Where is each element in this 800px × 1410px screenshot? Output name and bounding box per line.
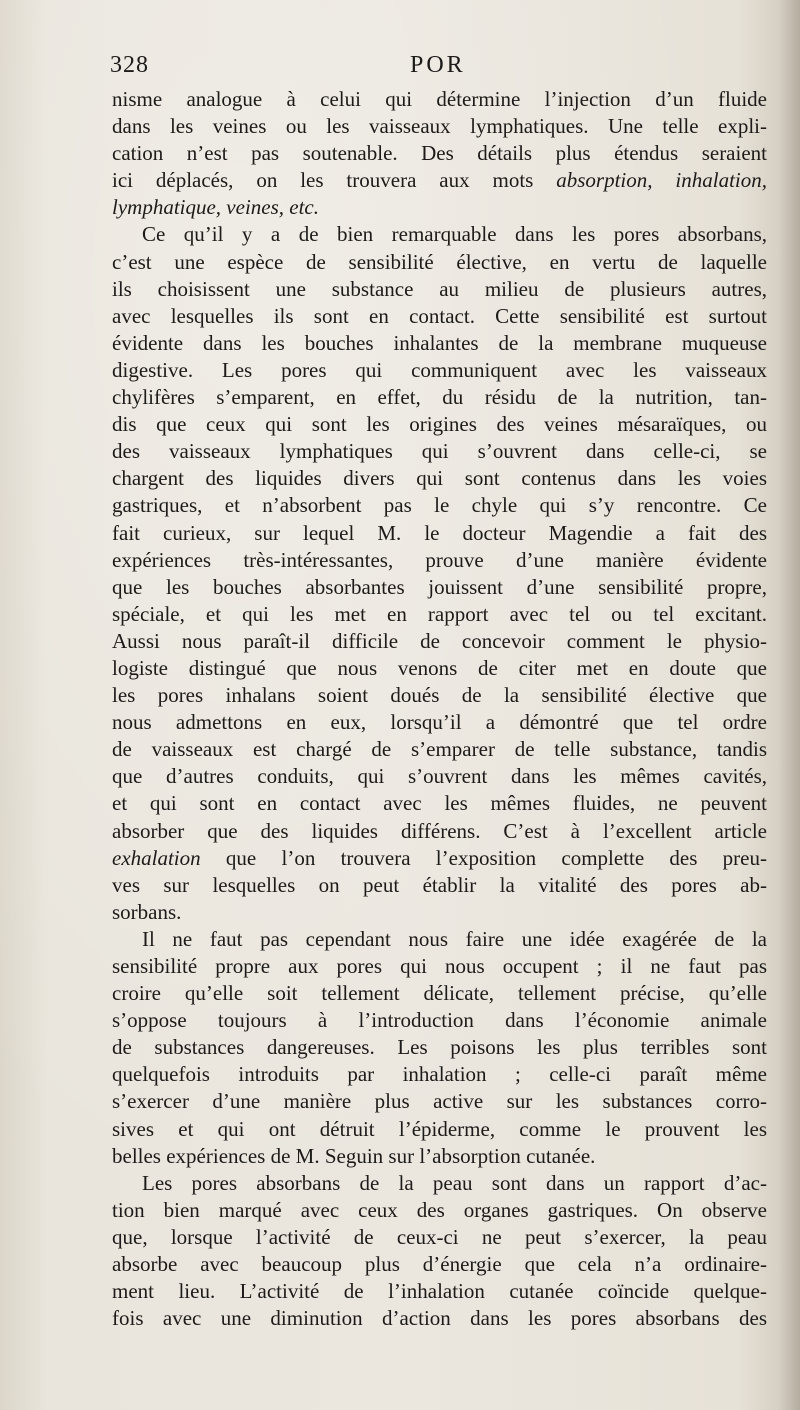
line-text: chylifères s’emparent, en effet, du résidu de la nutrition, tan- [112, 385, 767, 410]
text-line [112, 1088, 767, 1115]
text-line [112, 1197, 767, 1224]
line-text: Il ne faut pas cependant nous faire une idée exagérée de la [142, 926, 767, 951]
text-line [112, 1061, 767, 1088]
text-line [112, 194, 767, 221]
text-line [112, 438, 767, 465]
text-line [112, 140, 767, 167]
text-line [112, 1224, 767, 1251]
text-line [112, 872, 767, 899]
line-text: que d’autres conduits, qui s’ouvrent dans les mêmes cavités, [112, 764, 767, 789]
text-line [112, 1251, 767, 1278]
text-line [112, 1007, 767, 1034]
line-text: cation n’est pas soutenable. Des détails plus étendus seraient [112, 141, 767, 166]
text-line [112, 736, 767, 763]
text-line [112, 384, 767, 411]
line-text: Aussi nous paraît-il difficile de concevoir comment le physio- [112, 628, 767, 653]
line-text: ves sur lesquelles on peut établir la vitalité des pores ab- [112, 872, 767, 897]
line-text: digestive. Les pores qui communiquent avec les vaisseaux [112, 357, 767, 382]
text-line [112, 1143, 767, 1170]
text-line [112, 1278, 767, 1305]
line-text: belles expériences de M. Seguin sur l’absorption cutanée. [112, 1143, 596, 1168]
line-text: évidente dans les bouches inhalantes de la membrane muqueuse [112, 330, 767, 355]
text-line [112, 357, 767, 384]
text-line [112, 547, 767, 574]
page-number: 328 [110, 52, 149, 78]
line-text: fois avec une diminution d’action dans les pores absorbans des [112, 1306, 767, 1331]
text-line [112, 926, 767, 953]
text-line [112, 465, 767, 492]
line-text: s’exercer d’une manière plus active sur les substances corro- [112, 1089, 767, 1114]
text-line [112, 86, 767, 113]
line-text: nisme analogue à celui qui détermine l’injection d’un fluide [112, 87, 767, 111]
line-text: croire qu’elle soit tellement délicate, tellement précise, qu’elle [112, 981, 767, 1006]
line-text: ment lieu. L’activité de l’inhalation cutanée coïncide quelque- [112, 1279, 767, 1304]
line-text: avec lesquelles ils sont en contact. Cette sensibilité est surtout [112, 303, 767, 328]
line-text: sorbans. [112, 899, 182, 924]
text-line [112, 980, 767, 1007]
text-line [112, 628, 767, 655]
text-line [112, 682, 767, 709]
text-line [112, 655, 767, 682]
text-line [112, 763, 767, 790]
line-text: et qui sont en contact avec les mêmes fluides, ne peuvent [112, 791, 767, 816]
line-text: chargent des liquides divers qui sont contenus dans les voies [112, 466, 767, 491]
text-line [112, 1305, 767, 1332]
body-text [112, 86, 767, 1332]
text-line [112, 520, 767, 547]
text-line [112, 845, 767, 872]
line-text: absorber que des liquides différens. C’est à l’excellent article [112, 818, 767, 843]
text-line [112, 276, 767, 303]
line-text: sensibilité propre aux pores qui nous occupent ; il ne faut pas [112, 954, 767, 978]
text-line [112, 899, 767, 926]
text-line [112, 1116, 767, 1143]
text-line [112, 249, 767, 276]
line-text: ici déplacés, on les trouvera aux mots [112, 168, 557, 193]
line-text: quelquefois introduits par inhalation ; celle-ci paraît même [112, 1062, 767, 1087]
line-text: de substances dangereuses. Les poisons les plus terribles sont [112, 1035, 767, 1060]
running-head: POR [410, 52, 466, 78]
text-line [112, 411, 767, 438]
text-line [112, 1034, 767, 1061]
line-text: absorbe avec beaucoup plus d’énergie que cela n’a ordinaire- [112, 1252, 767, 1277]
page-header [110, 52, 770, 88]
line-text: s’oppose toujours à l’introduction dans l’économie animale [112, 1008, 767, 1033]
line-text: de vaisseaux est chargé de s’emparer de telle substance, tandis [112, 737, 767, 762]
line-text: que, lorsque l’activité de ceux-ci ne peut s’exercer, la peau [112, 1224, 767, 1249]
line-text: Les pores absorbans de la peau sont dans un rapport d’ac- [142, 1170, 767, 1195]
line-text: ils choisissent une substance au milieu de plusieurs autres, [112, 276, 767, 301]
line-text: des vaisseaux lymphatiques qui s’ouvrent dans celle-ci, se [112, 439, 767, 464]
line-text-after: que l’on trouvera l’exposition complette des preu- [200, 845, 767, 870]
text-line [112, 818, 767, 845]
text-line [112, 1170, 767, 1197]
text-line [112, 330, 767, 357]
text-line [112, 953, 767, 980]
line-text: logiste distingué que nous venons de citer met en doute que [112, 655, 767, 680]
text-line [112, 221, 767, 248]
line-text: spéciale, et qui les met en rapport avec tel ou tel excitant. [112, 601, 767, 626]
line-text: les pores inhalans soient doués de la sensibilité élective que [112, 683, 767, 708]
line-text: c’est une espèce de sensibilité élective, en vertu de laquelle [112, 249, 767, 274]
line-text: gastriques, et n’absorbent pas le chyle qui s’y rencontre. Ce [112, 493, 767, 518]
line-italic-text: absorption, inhalation, [556, 168, 767, 193]
text-line [112, 113, 767, 140]
line-text: nous admettons en eux, lorsqu’il a démontré que tel ordre [112, 710, 767, 735]
text-line [112, 492, 767, 519]
line-text: Ce qu’il y a de bien remarquable dans les pores absorbans, [142, 222, 767, 247]
line-italic-text: lymphatique, veines, etc. [112, 195, 320, 220]
text-line [112, 790, 767, 817]
line-text: dans les veines ou les vaisseaux lymphatiques. Une telle expli- [112, 114, 767, 139]
line-italic-text: exhalation [112, 845, 201, 870]
text-line [112, 303, 767, 330]
text-line [112, 601, 767, 628]
line-text: fait curieux, sur lequel M. le docteur Magendie a fait des [112, 520, 767, 545]
line-text: expériences très-intéressantes, prouve d’une manière évidente [112, 547, 767, 572]
line-text: que les bouches absorbantes jouissent d’une sensibilité propre, [112, 574, 767, 599]
text-line [112, 709, 767, 736]
line-text: dis que ceux qui sont les origines des veines mésaraïques, ou [112, 412, 767, 437]
line-text: tion bien marqué avec ceux des organes gastriques. On observe [112, 1197, 767, 1222]
line-text: sives et qui ont détruit l’épiderme, comme le prouvent les [112, 1116, 767, 1141]
text-line [112, 167, 767, 194]
text-line [112, 574, 767, 601]
page-edge-shadow [778, 0, 800, 1410]
